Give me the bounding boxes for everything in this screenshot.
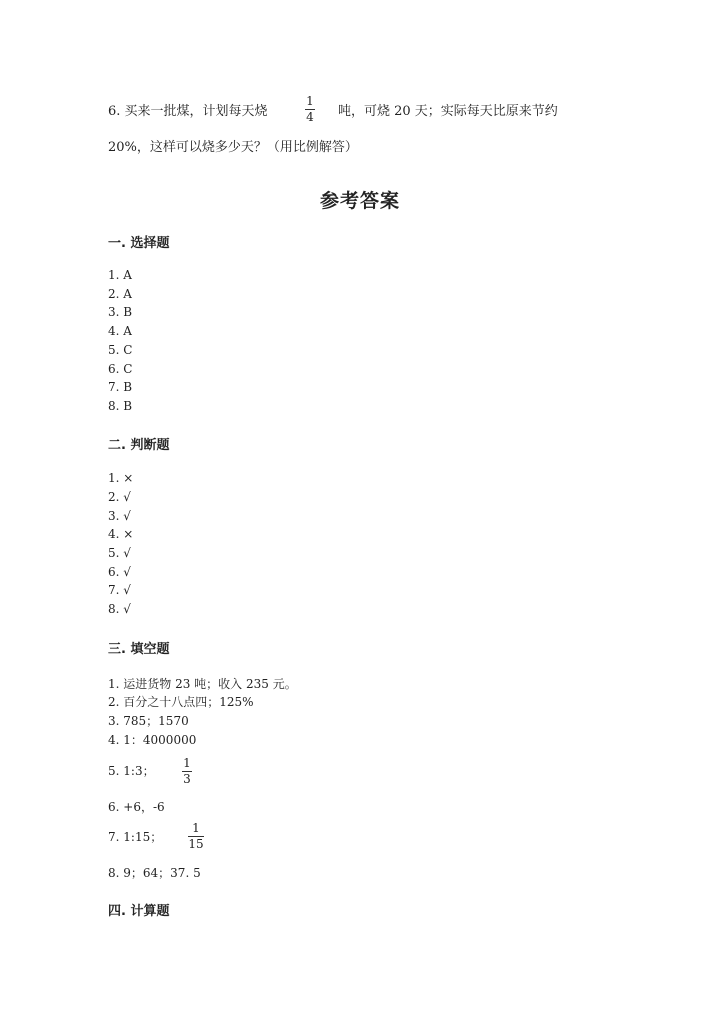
fraction-numerator: 1 bbox=[306, 94, 314, 108]
choice-answer-2: 2. A bbox=[108, 287, 132, 301]
choice-answer-4: 4. A bbox=[108, 324, 132, 338]
choice-answer-7: 7. B bbox=[108, 380, 133, 394]
fraction-numerator: 1 bbox=[183, 756, 191, 770]
judge-answer-8: 8. √ bbox=[108, 602, 131, 616]
judge-answer-4: 4. × bbox=[108, 527, 134, 541]
judge-answer-3: 3. √ bbox=[108, 509, 131, 523]
judge-answer-2: 2. √ bbox=[108, 490, 131, 504]
choice-answer-6: 6. C bbox=[108, 362, 133, 376]
question-6-line2: 20%，这样可以烧多少天？（用比例解答） bbox=[108, 140, 358, 155]
fraction-denominator: 3 bbox=[183, 772, 191, 786]
fill-answer-7-fraction bbox=[186, 821, 206, 852]
choice-answer-5: 5. C bbox=[108, 343, 133, 357]
fraction-numerator: 1 bbox=[192, 821, 200, 835]
fraction-denominator: 15 bbox=[188, 837, 204, 851]
fill-answer-7: 7. 1:15； bbox=[108, 830, 163, 844]
judge-answer-6: 6. √ bbox=[108, 565, 131, 579]
question-6-prefix: 6. 买来一批煤，计划每天烧 bbox=[108, 104, 268, 119]
choice-answer-8: 8. B bbox=[108, 399, 133, 413]
judge-answer-5: 5. √ bbox=[108, 546, 131, 560]
fill-answer-5: 5. 1:3； bbox=[108, 764, 155, 778]
choice-answer-3: 3. B bbox=[108, 305, 133, 319]
fill-answer-5-fraction bbox=[180, 756, 194, 787]
choice-answer-1: 1. A bbox=[108, 268, 132, 282]
fill-answer-3: 3. 785；1570 bbox=[108, 714, 189, 728]
answers-title: 参考答案 bbox=[319, 190, 400, 212]
section-judge-title: 二. 判断题 bbox=[108, 438, 170, 453]
fill-answer-2: 2. 百分之十八点四；125% bbox=[108, 695, 254, 709]
question-6-suffix: 吨，可烧 20 天；实际每天比原来节约 bbox=[338, 104, 558, 119]
fill-answer-8: 8. 9；64；37. 5 bbox=[108, 866, 201, 880]
judge-answer-7: 7. √ bbox=[108, 583, 131, 597]
section-fill-title: 三. 填空题 bbox=[108, 642, 170, 657]
section-choice-title: 一. 选择题 bbox=[108, 236, 170, 251]
question-6-fraction bbox=[302, 94, 318, 125]
fill-answer-6: 6. +6，-6 bbox=[108, 800, 165, 814]
fill-answer-4: 4. 1：4000000 bbox=[108, 733, 197, 747]
section-calc-title: 四. 计算题 bbox=[108, 904, 170, 919]
fill-answer-1: 1. 运进货物 23 吨；收入 235 元。 bbox=[108, 677, 297, 691]
fraction-denominator: 4 bbox=[306, 110, 314, 124]
judge-answer-1: 1. × bbox=[108, 471, 134, 485]
